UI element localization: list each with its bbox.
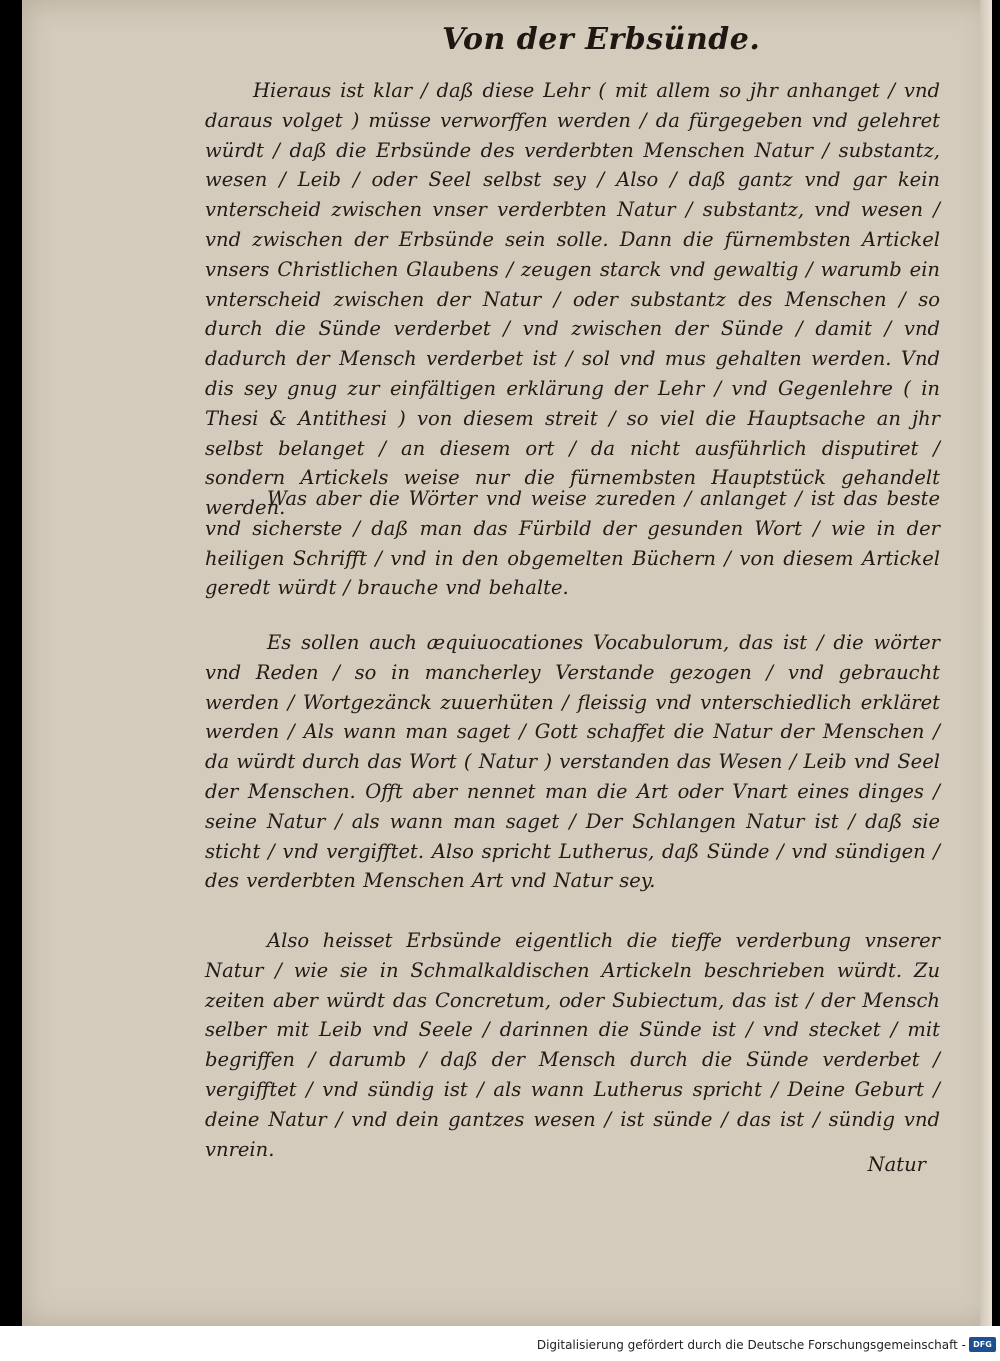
funding-credit: Digitalisierung gefördert durch die Deutsche Forschungsgemeinschaft -	[536, 1338, 966, 1352]
running-header: Von der Erbsünde.	[442, 22, 761, 57]
dfg-logo-icon: DFG	[969, 1337, 996, 1352]
book-page	[22, 0, 992, 1326]
digitization-footer	[0, 1326, 1000, 1361]
paragraph-1: Hieraus ist klar / daß diese Lehr ( mit allem so jhr anhanget / vnd daraus volget ) müsse verworffen werden / da fürgegeben vnd gelehret würdt / daß die Erbsünde des verderbten Menschen Natur / substantz, wesen / Leib / oder Seel selbst sey / Also / daß gantz vnd gar kein vnterscheid zwischen vnser verderbten Natur / substantz, vnd wesen / vnd zwischen der Erbsünde sein solle. Dann die fürnembsten Artickel vnsers Christlichen Glaubens / zeugen starck vnd gewaltig / warumb ein vnterscheid zwischen der Natur / oder substantz des Menschen / so durch die Sünde verderbet / vnd zwischen der Sünde / damit / vnd dadurch der Mensch verderbet ist / sol vnd mus gehalten werden. Vnd dis sey gnug zur einfältigen erklärung der Lehr / vnd Gegenlehre ( in Thesi & Antithesi ) von diesem streit / so viel die Hauptsache an jhr selbst belanget / an diesem ort / da nicht ausführlich disputiret / sondern Artickels weise nur die fürnembsten Hauptstück gehandelt werden.	[205, 79, 940, 520]
paragraph-2: Was aber die Wörter vnd weise zureden / anlanget / ist das beste vnd sicherste / daß man das Fürbild der gesunden Wort / wie in der heiligen Schrifft / vnd in den obgemelten Büchern / von diesem Artickel geredt würdt / brauche vnd behalte.	[205, 487, 940, 600]
paragraph-4: Also heisset Erbsünde eigentlich die tieffe verderbung vnserer Natur / wie sie in Schmalkaldischen Artickeln beschrieben würdt. Zu zeiten aber würdt das Concretum, oder Subiectum, das ist / der Mensch selber mit Leib vnd Seele / darinnen die Sünde ist / vnd stecket / mit begriffen / darumb / daß der Mensch durch die Sünde verderbet / vergifftet / vnd sündig ist / als wann Lutherus spricht / Deine Geburt / deine Natur / vnd dein gantzes wesen / ist sünde / das ist / sündig vnd vnrein.	[205, 929, 940, 1161]
paragraph-3: Es sollen auch æquiuocationes Vocabulorum, das ist / die wörter vnd Reden / so in mancherley Verstande gezogen / vnd gebraucht werden / Wortgezänck zuuerhüten / fleissig vnd vnterschiedlich erkläret werden / Als wann man saget / Gott schaffet die Natur der Menschen / da würdt durch das Wort ( Natur ) verstanden das Wesen / Leib vnd Seel der Menschen. Offt aber nennet man die Art oder Vnart eines dinges / seine Natur / als wann man saget / Der Schlangen Natur ist / daß sie sticht / vnd vergifftet. Also spricht Lutherus, daß Sünde / vnd sündigen / des verderbten Menschen Art vnd Natur sey.	[205, 631, 940, 893]
catchword: Natur	[867, 1153, 926, 1176]
